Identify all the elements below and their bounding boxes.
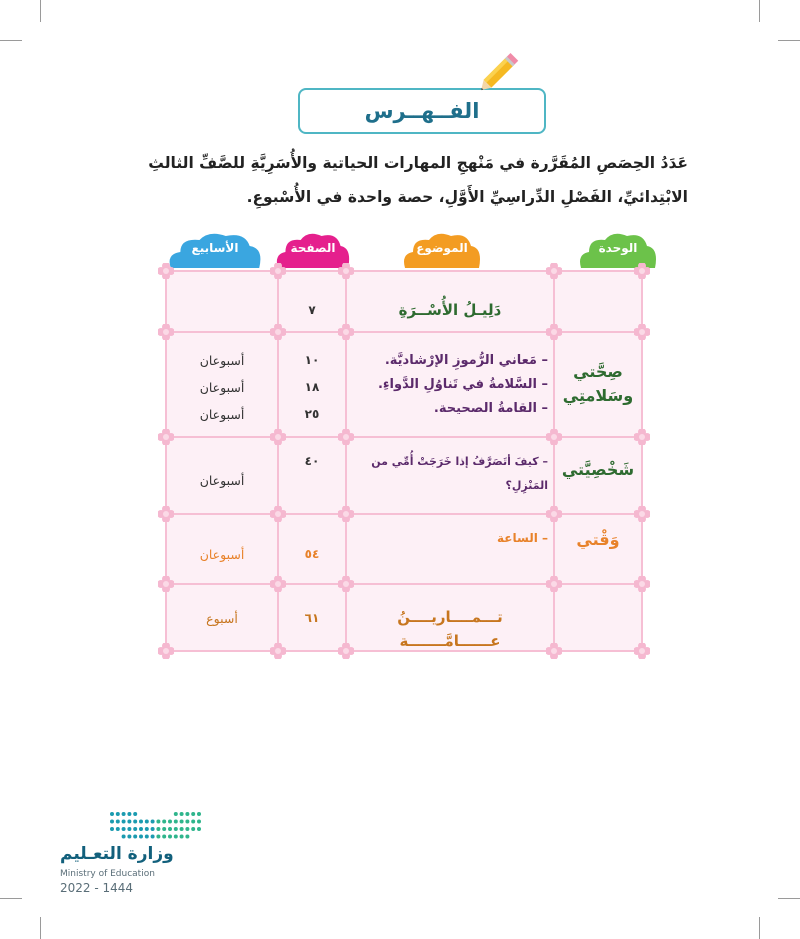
flower-decoration-icon [338, 324, 354, 340]
flower-decoration-icon [634, 324, 650, 340]
crop-mark [40, 0, 41, 22]
crop-mark [0, 40, 22, 41]
flower-decoration-icon [634, 506, 650, 522]
page-cell: ٧ [308, 303, 316, 317]
flower-decoration-icon [158, 643, 174, 659]
header-topic [401, 228, 483, 268]
crop-mark [759, 0, 760, 22]
header-unit [577, 228, 659, 268]
topic-cell: – مَعاني الرُّموزِ الإرْشاديَّة. [384, 353, 548, 368]
unit-cell: وَقْتي [576, 530, 620, 549]
topic-cell: – الساعة [497, 531, 548, 545]
flower-decoration-icon [338, 576, 354, 592]
header-topic-label: الموضوع [416, 241, 468, 255]
topic-cell: – السَّلامةُ في تَناوُلِ الدَّواءِ. [377, 377, 548, 392]
flower-decoration-icon [158, 324, 174, 340]
flower-decoration-icon [270, 643, 286, 659]
topic-cell: – كيفَ أتَصَرَّفُ إذا خَرَجَتْ أُمِّي من المَنْزِلِ؟ [371, 455, 548, 492]
row-divider [165, 513, 643, 515]
flower-decoration-icon [270, 263, 286, 279]
crop-mark [759, 917, 760, 939]
topic-cell: دَلِيـلُ الأُسْــرَةِ [398, 301, 502, 319]
edition-year: 2022 - 1444 [60, 881, 134, 895]
crop-mark [40, 917, 41, 939]
flower-decoration-icon [634, 643, 650, 659]
row-divider [165, 583, 643, 585]
pencil-icon [476, 44, 528, 96]
flower-decoration-icon [634, 263, 650, 279]
flower-decoration-icon [158, 576, 174, 592]
page-cell: ١٨ [304, 380, 320, 394]
header-page [274, 228, 352, 268]
intro-paragraph: عَدَدُ الحِصَصِ المُقَرَّرة في مَنْهجِ المهارات الحياتية والأُسَرِيَّةِ للصَّفِّ الثالثِ الابْتِدائيِّ، الفَصْلِ الدِّراسِيِّ الأَوَّلِ، حصة واحدة في الأُسْبوعِ. [148, 154, 688, 206]
flower-decoration-icon [270, 576, 286, 592]
flower-decoration-icon [158, 429, 174, 445]
page-cell: ٦١ [304, 611, 320, 625]
page-cell: ١٠ [304, 353, 320, 367]
topic-cell: – القامةُ الصحيحة. [433, 401, 548, 416]
header-unit-label: الوحدة [598, 241, 638, 255]
weeks-cell: أسبوع [206, 611, 238, 626]
header-weeks [166, 228, 264, 268]
header-page-label: الصفحة [290, 241, 336, 255]
flower-decoration-icon [634, 576, 650, 592]
flower-decoration-icon [546, 429, 562, 445]
flower-decoration-icon [634, 429, 650, 445]
page-cell: ٤٠ [304, 454, 320, 468]
weeks-cell: أسبوعان [199, 353, 245, 368]
page-cell: ٢٥ [304, 407, 320, 421]
weeks-cell: أسبوعان [199, 473, 245, 488]
header-weeks-label: الأسابيع [191, 241, 239, 255]
unit-cell: شَخْصِيَّتي [561, 460, 635, 479]
ministry-name-ar: وزارة التعـليم [60, 844, 174, 864]
flower-decoration-icon [546, 576, 562, 592]
flower-decoration-icon [270, 506, 286, 522]
flower-decoration-icon [158, 506, 174, 522]
row-divider [165, 436, 643, 438]
page-cell: ٥٤ [304, 547, 320, 561]
weeks-cell: أسبوعان [199, 380, 245, 395]
ministry-name-en: Ministry of Education [60, 869, 155, 879]
page-title: الفــهــرس [364, 99, 480, 123]
flower-decoration-icon [546, 506, 562, 522]
flower-decoration-icon [546, 263, 562, 279]
ministry-logo-icon [108, 810, 204, 842]
unit-cell: صِحَّتي وسَلامتِي [562, 362, 634, 405]
flower-decoration-icon [270, 429, 286, 445]
topic-cell: تـــمــــاريــــنُ عــــــامَّـــــــة [397, 608, 503, 650]
weeks-cell: أسبوعان [199, 547, 245, 562]
crop-mark [778, 40, 800, 41]
flower-decoration-icon [158, 263, 174, 279]
weeks-cell: أسبوعان [199, 407, 245, 422]
flower-decoration-icon [338, 506, 354, 522]
flower-decoration-icon [546, 324, 562, 340]
crop-mark [0, 898, 22, 899]
flower-decoration-icon [338, 263, 354, 279]
row-divider [165, 331, 643, 333]
flower-decoration-icon [270, 324, 286, 340]
flower-decoration-icon [338, 429, 354, 445]
crop-mark [778, 898, 800, 899]
